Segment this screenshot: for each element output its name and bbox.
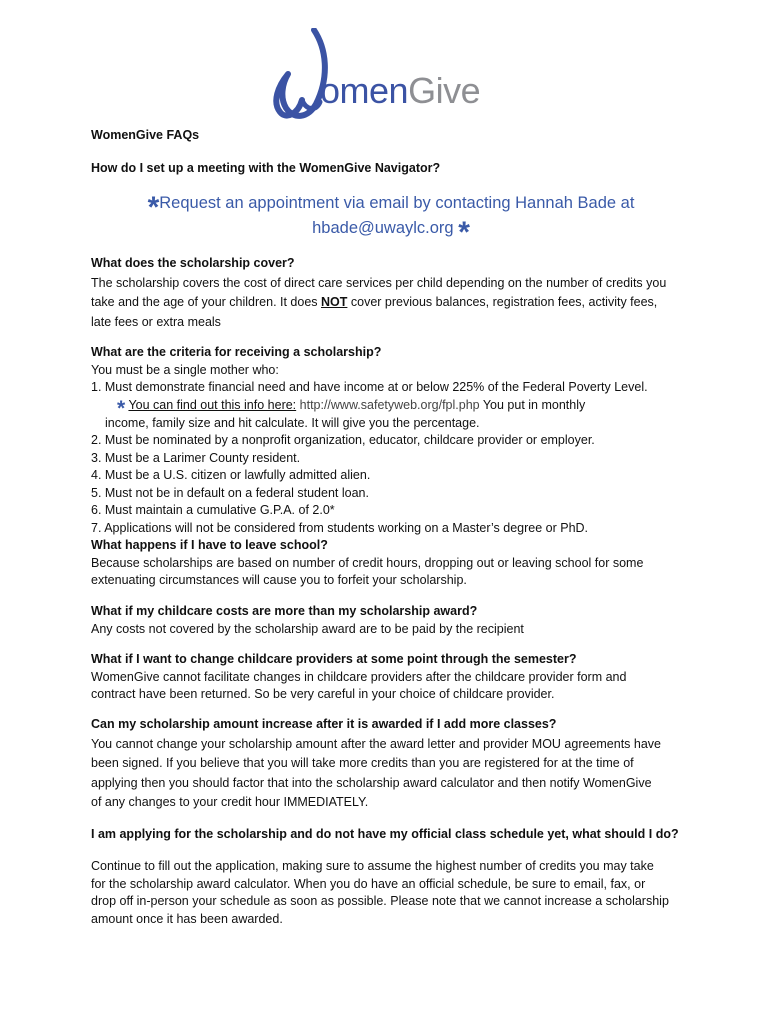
faq-answer-line: Because scholarships are based on number of credit hours, dropping out or leaving school for some (91, 555, 644, 570)
logo-part-women: omen (320, 70, 409, 111)
faq-question: What if my childcare costs are more than my scholarship award? (91, 604, 478, 618)
answer-text: cover previous balances, registration fees, activity fees, (347, 295, 658, 309)
criteria-info-line-2: income, family size and hit calculate. It will give you the percentage. (105, 415, 480, 430)
faq-providers (91, 651, 691, 704)
faq-question: I am applying for the scholarship and do not have my official class schedule yet, what should I do? (91, 827, 679, 841)
faq-criteria (91, 344, 691, 590)
faq-answer-line: The scholarship covers the cost of direct care services per child depending on the number of credits you (91, 275, 667, 290)
faq-question: What does the scholarship cover? (91, 256, 295, 270)
faq-cover (91, 254, 691, 332)
faq-answer-line: applying then you should factor that into the scholarship award calculator and then notify WomenGive (91, 775, 652, 790)
emphasis-not: NOT (321, 295, 348, 309)
appointment-email[interactable]: hbade@uwaylc.org (312, 219, 454, 237)
appointment-line-2 (91, 216, 691, 249)
faq-answer-line: WomenGive cannot facilitate changes in childcare providers after the childcare provider form and (91, 669, 627, 684)
answer-text: take and the age of your children. It does (91, 295, 322, 309)
criteria-item-5: 5. Must not be in default on a federal student loan. (91, 485, 369, 500)
appointment-text: Request an appointment via email by contacting Hannah Bade at (159, 194, 635, 212)
criteria-item-1: 1. Must demonstrate financial need and have income at or below 225% of the Federal Poverty Level. (91, 380, 648, 394)
criteria-item-6: 6. Must maintain a cumulative G.P.A. of 2.0* (91, 503, 335, 517)
faq-question: What are the criteria for receiving a scholarship? (91, 345, 382, 359)
faq-schedule-answer (91, 858, 691, 928)
asterisk-icon: * (458, 216, 470, 249)
faq-question: What if I want to change childcare providers at some point through the semester? (91, 652, 577, 666)
fpl-link[interactable]: http://www.safetyweb.org/fpl.php (299, 397, 480, 412)
criteria-intro: You must be a single mother who: (91, 362, 279, 377)
criteria-item-7: 7. Applications will not be considered from students working on a Master’s degree or PhD. (91, 520, 589, 535)
faq-answer-line: of any changes to your credit hour IMMEDIATELY. (91, 795, 369, 809)
logo-wordmark (320, 70, 480, 112)
criteria-info-line (91, 396, 691, 420)
asterisk-icon: * (147, 191, 160, 224)
criteria-item-2: 2. Must be nominated by a nonprofit organization, educator, childcare provider or employer. (91, 433, 595, 447)
faq-answer-line: been signed. If you believe that you will take more credits than you are registered for at the time of (91, 756, 634, 770)
faq-costs (91, 603, 691, 638)
faq-question-leave: What happens if I have to leave school? (91, 538, 328, 552)
appointment-request (91, 191, 691, 249)
faq-answer-line: extenuating circumstances will cause you to forfeit your scholarship. (91, 573, 467, 587)
asterisk-icon: * (117, 396, 126, 420)
womengive-logo (268, 28, 508, 124)
faq-answer-line: amount once it has been awarded. (91, 911, 283, 926)
faq-question: Can my scholarship amount increase after it is awarded if I add more classes? (91, 717, 557, 731)
faq-increase (91, 715, 691, 813)
faq-schedule (91, 826, 691, 844)
question-meeting: How do I set up a meeting with the WomenGive Navigator? (91, 161, 441, 175)
faq-answer-line: late fees or extra meals (91, 314, 221, 329)
info-text: You put in monthly (479, 397, 586, 412)
faq-answer-line: Any costs not covered by the scholarship award are to be paid by the recipient (91, 621, 524, 636)
faq-answer-line: You cannot change your scholarship amount after the award letter and provider MOU agreements have (91, 736, 662, 751)
faq-answer-line: drop off in-person your schedule as soon as possible. Please note that we cannot increase a scholarship (91, 894, 669, 908)
appointment-line-1 (91, 191, 691, 224)
faq-answer-line (91, 293, 691, 313)
criteria-item-4: 4. Must be a U.S. citizen or lawfully admitted alien. (91, 468, 371, 482)
criteria-item-3: 3. Must be a Larimer County resident. (91, 450, 301, 465)
faq-answer-line: for the scholarship award calculator. When you do have an official schedule, be sure to email, fax, or (91, 876, 646, 891)
faq-answer-line: contract have been returned. So be very careful in your choice of childcare provider. (91, 687, 555, 701)
faq-answer-line: Continue to fill out the application, making sure to assume the highest number of credits you may take (91, 859, 654, 873)
info-label: You can find out this info here: (128, 397, 297, 412)
logo-part-give: Give (408, 70, 481, 111)
page-title: WomenGive FAQs (91, 128, 200, 142)
